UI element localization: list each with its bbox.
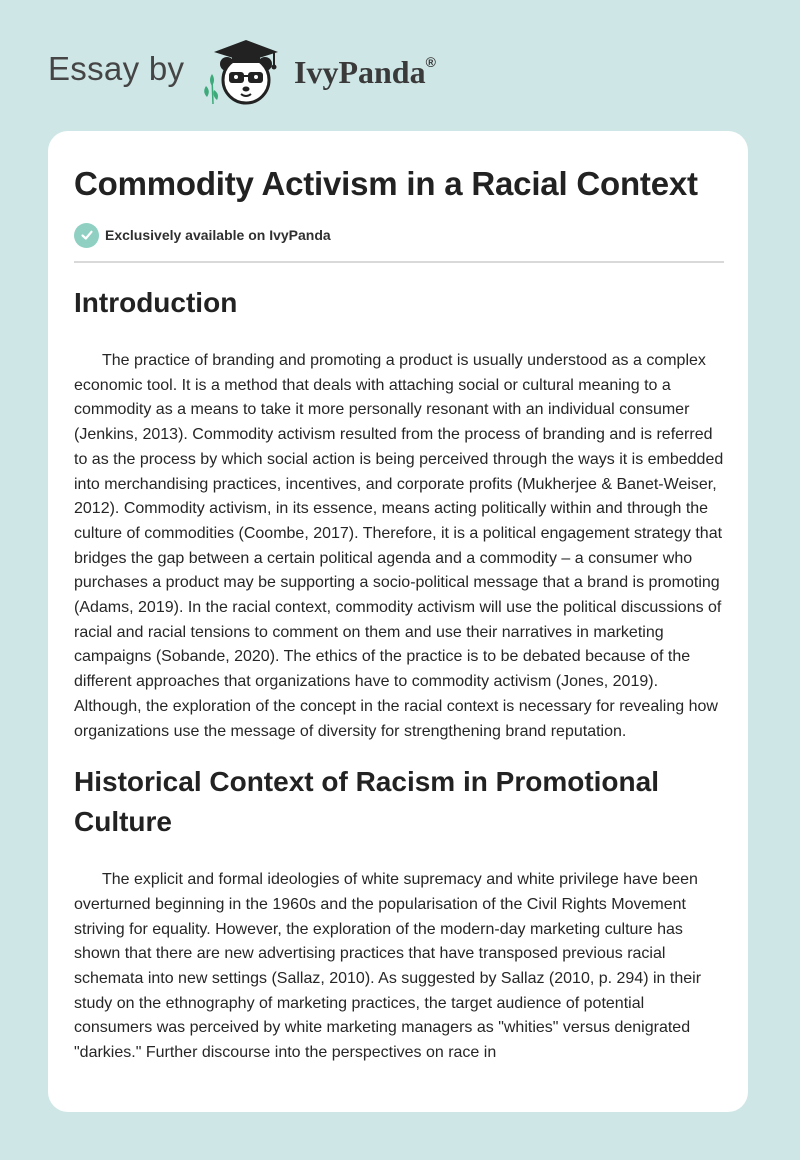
ivy-leaf-icon xyxy=(204,74,218,104)
essay-title: Commodity Activism in a Racial Context xyxy=(74,165,698,202)
registered-mark: ® xyxy=(425,54,436,71)
section-paragraph-introduction: The practice of branding and promoting a product is usually understood as a complex economic tool. It is a method that deals with attaching social or cultural meaning to a commodity as a means to take it more personally resonant with an individual consumer (Jenkins, 2013). Commodity activism resulted from the process of branding and is referred to as the process by which social action is being perceived through the ways it is embedded into merchandising practices, incentives, and corporate profits (Mukherjee & Banet-Weiser, 2012). Commodity activism, in its essence, means acting politically within and through the culture of commodities (Coombe, 2017). Therefore, it is a political engagement strategy that bridges the gap between a certain political agenda and a commodity – a consumer who purchases a product may be supporting a socio-political message that a brand is promoting (Adams, 2019). In the racial context, commodity activism will use the political discussions of racial and racial tensions to comment on them and use their narratives in marketing campaigns (Sobande, 2020). The ethics of the practice is to be debated because of the different approaches that organizations have to commodity activism (Jones, 2019). Although, the exploration of the concept in the racial context is necessary for revealing how organizations use the message of diversity for strengthening brand reputation. xyxy=(74,352,724,740)
essay-card xyxy=(48,131,748,1112)
title-divider xyxy=(74,261,724,263)
essay-content xyxy=(74,163,724,1066)
ivypanda-logo[interactable] xyxy=(200,34,290,110)
section-heading-introduction: Introduction xyxy=(74,287,238,318)
exclusive-label: Exclusively available on IvyPanda xyxy=(105,227,331,243)
essay-by-label: Essay by xyxy=(48,50,185,87)
site-header xyxy=(0,0,800,130)
section-heading-historical-context: Historical Context of Racism in Promotional Culture xyxy=(74,766,659,838)
check-icon xyxy=(74,223,99,248)
section-paragraph-historical-context: The explicit and formal ideologies of white supremacy and white privilege have been overturned beginning in the 1960s and the popularisation of the Civil Rights Movement striving for equality. However, the exploration of the modern-day marketing culture has shown that there are new advertising practices that have transposed previous racial schemata into new settings (Sallaz, 2010). As suggested by Sallaz (2010, p. 294) in their study on the ethnography of marketing practices, the target audience of potential consumers was perceived by white marketing managers as "whities" versus denigrated "darkies." Further discourse into the perspectives on race in xyxy=(74,871,702,1062)
brand-name[interactable] xyxy=(294,54,436,91)
brand-text: IvyPanda xyxy=(294,54,426,90)
exclusive-badge xyxy=(74,222,724,248)
panda-graduate-icon xyxy=(200,34,290,110)
